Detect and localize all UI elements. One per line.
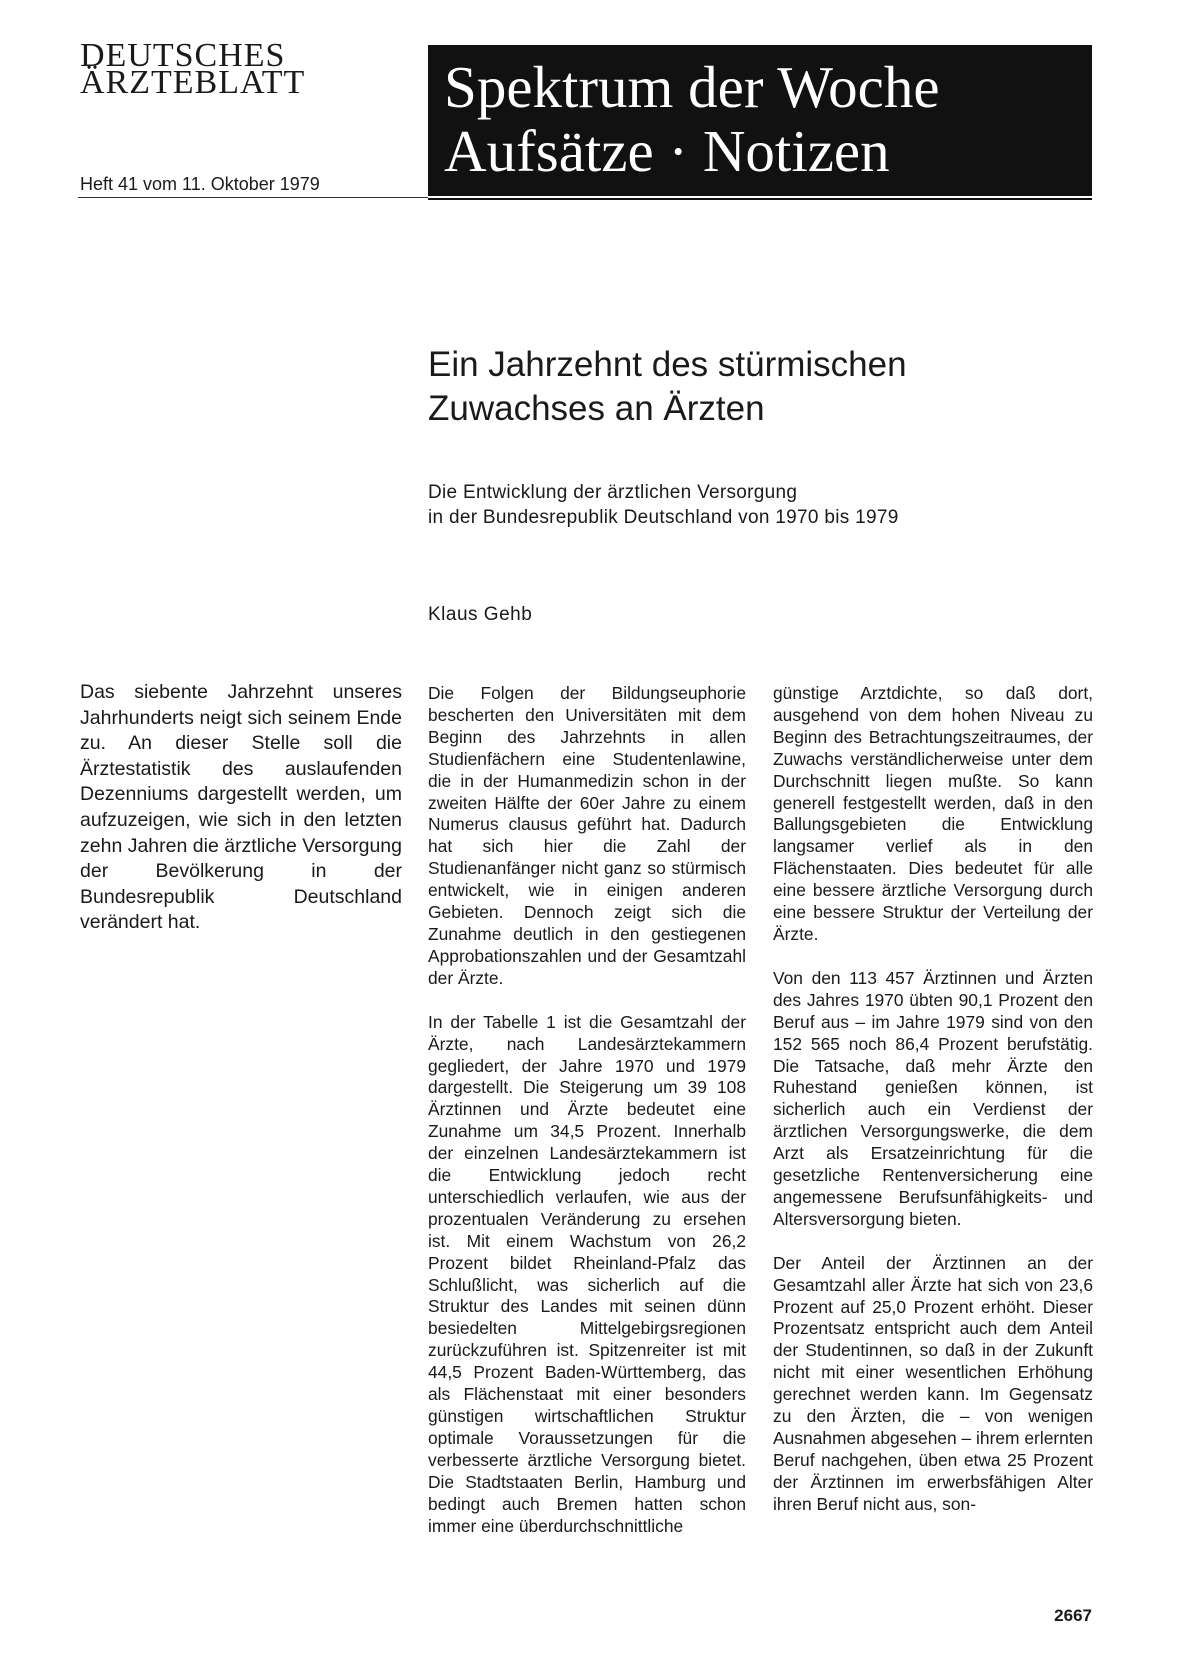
article-author: Klaus Gehb — [428, 604, 533, 625]
lead-column — [80, 680, 402, 936]
banner-line2: Aufsätze · Notizen — [444, 118, 890, 184]
headline-line1: Ein Jahrzehnt des stürmischen — [428, 345, 907, 384]
body-paragraph: Von den 113 457 Ärztinnen und Ärzten des Jahres 1970 übten 90,1 Prozent den Beruf aus – im Jahre 1979 sind von den 152 565 noch 86,4 Prozent berufstätig. Die Tatsache, daß mehr Ärzte den Ruhestand genießen können, ist sicherlich auch ein Verdienst der ärztlichen Versorgungswerke, die dem Arzt als Ersatzeinrichtung für die gesetzliche Rentenversicherung eine angemessene Berufsunfähigkeits- und Altersversorgung bieten. — [773, 967, 1093, 1229]
body-column-2 — [428, 683, 746, 1537]
body-paragraph: günstige Arztdichte, so daß dort, ausgehend von dem hohen Niveau zu Beginn des Betrachtungszeitraumes, der Zuwachs verständlicherweise unter dem Durchschnitt liegen mußte. So kann generell festgestellt werden, daß in den Ballungsgebieten die Entwicklung langsamer verlief als in den Flächenstaaten. Dies bedeutet für alle eine bessere ärztliche Versorgung durch eine bessere Struktur der Verteilung der Ärzte. — [773, 683, 1093, 944]
page-number: 2667 — [1054, 1606, 1092, 1625]
body-paragraph: Die Folgen der Bildungseuphorie bescherten den Universitäten mit dem Beginn des Jahrzehnts in allen Studienfächern eine Studentenlawine, die in der Humanmedizin schon in der zweiten Hälfte der 60er Jahre zu einem Numerus clausus geführt hat. Dadurch hat sich hier die Zahl der Studienanfänger nicht ganz so stürmisch entwickelt, wie in einigen anderen Gebieten. Dennoch zeigt sich die Zunahme deutlich in den gestiegenen Approbationszahlen und der Gesamtzahl der Ärzte. — [428, 683, 746, 988]
issue-line: Heft 41 vom 11. Oktober 1979 — [80, 174, 320, 194]
masthead-rule — [78, 197, 428, 198]
article-headline — [428, 343, 1048, 431]
body-paragraph: Der Anteil der Ärztinnen an der Gesamtzahl aller Ärzte hat sich von 23,6 Prozent auf 25,0 Prozent erhöht. Dieser Prozentsatz entspricht auch dem Anteil der Studentinnen, so daß in der Zukunft nicht mit einer wesentlichen Erhöhung gerechnet werden kann. Im Gegensatz zu den Ärzten, die – von wenigen Ausnahmen abgesehen – ihrem erlernten Beruf nachgehen, üben etwa 25 Prozent der Ärztinnen im erwerbsfähigen Alter ihren Beruf nicht aus, son- — [773, 1252, 1094, 1514]
body-column-3 — [773, 683, 1093, 1516]
subtitle-line2: in der Bundesrepublik Deutschland von 1970 bis 1979 — [428, 507, 899, 528]
masthead-title-line2: ÄRZTEBLATT — [80, 64, 306, 101]
banner-rule — [428, 198, 1092, 200]
masthead-title-line1: DEUTSCHES — [80, 37, 286, 74]
lead-paragraph: Das siebente Jahrzehnt unseres Jahrhunderts neigt sich seinem Ende zu. An dieser Stelle soll die Ärztestatistik des auslaufenden Dezenniums dargestellt werden, um aufzuzeigen, wie sich in den letzten zehn Jahren die ärztliche Versorgung der Bevölkerung in der Bundesrepublik Deutschland verändert hat. — [80, 681, 402, 934]
banner-line1: Spektrum der Woche — [444, 54, 940, 120]
headline-line2: Zuwachses an Ärzten — [428, 389, 765, 428]
body-paragraph: In der Tabelle 1 ist die Gesamtzahl der Ärzte, nach Landesärztekammern gegliedert, der Jahre 1970 und 1979 dargestellt. Die Steigerung um 39 108 Ärztinnen und Ärzte bedeutet eine Zunahme um 34,5 Prozent. Innerhalb der einzelnen Landesärztekammern ist die Entwicklung jedoch recht unterschiedlich verlaufen, wie aus der prozentualen Veränderung zu ersehen ist. Mit einem Wachstum von 26,2 Prozent bildet Rheinland-Pfalz das Schlußlicht, was sicherlich auf die Struktur des Landes mit seinen dünn besiedelten Mittelgebirgsregionen zurückzuführen ist. Spitzenreiter ist mit 44,5 Prozent Baden-Württemberg, das als Flächenstaat mit einer besonders günstigen wirtschaftlichen Struktur optimale Voraussetzungen für die verbesserte ärztliche Versorgung bietet. Die Stadtstaaten Berlin, Hamburg und bedingt auch Bremen hatten schon immer eine überdurchschnittliche — [428, 1011, 746, 1536]
article-subtitle — [428, 480, 1048, 530]
subtitle-line1: Die Entwicklung der ärztlichen Versorgung — [428, 482, 798, 503]
section-banner — [428, 45, 1092, 196]
masthead-title — [80, 37, 410, 101]
